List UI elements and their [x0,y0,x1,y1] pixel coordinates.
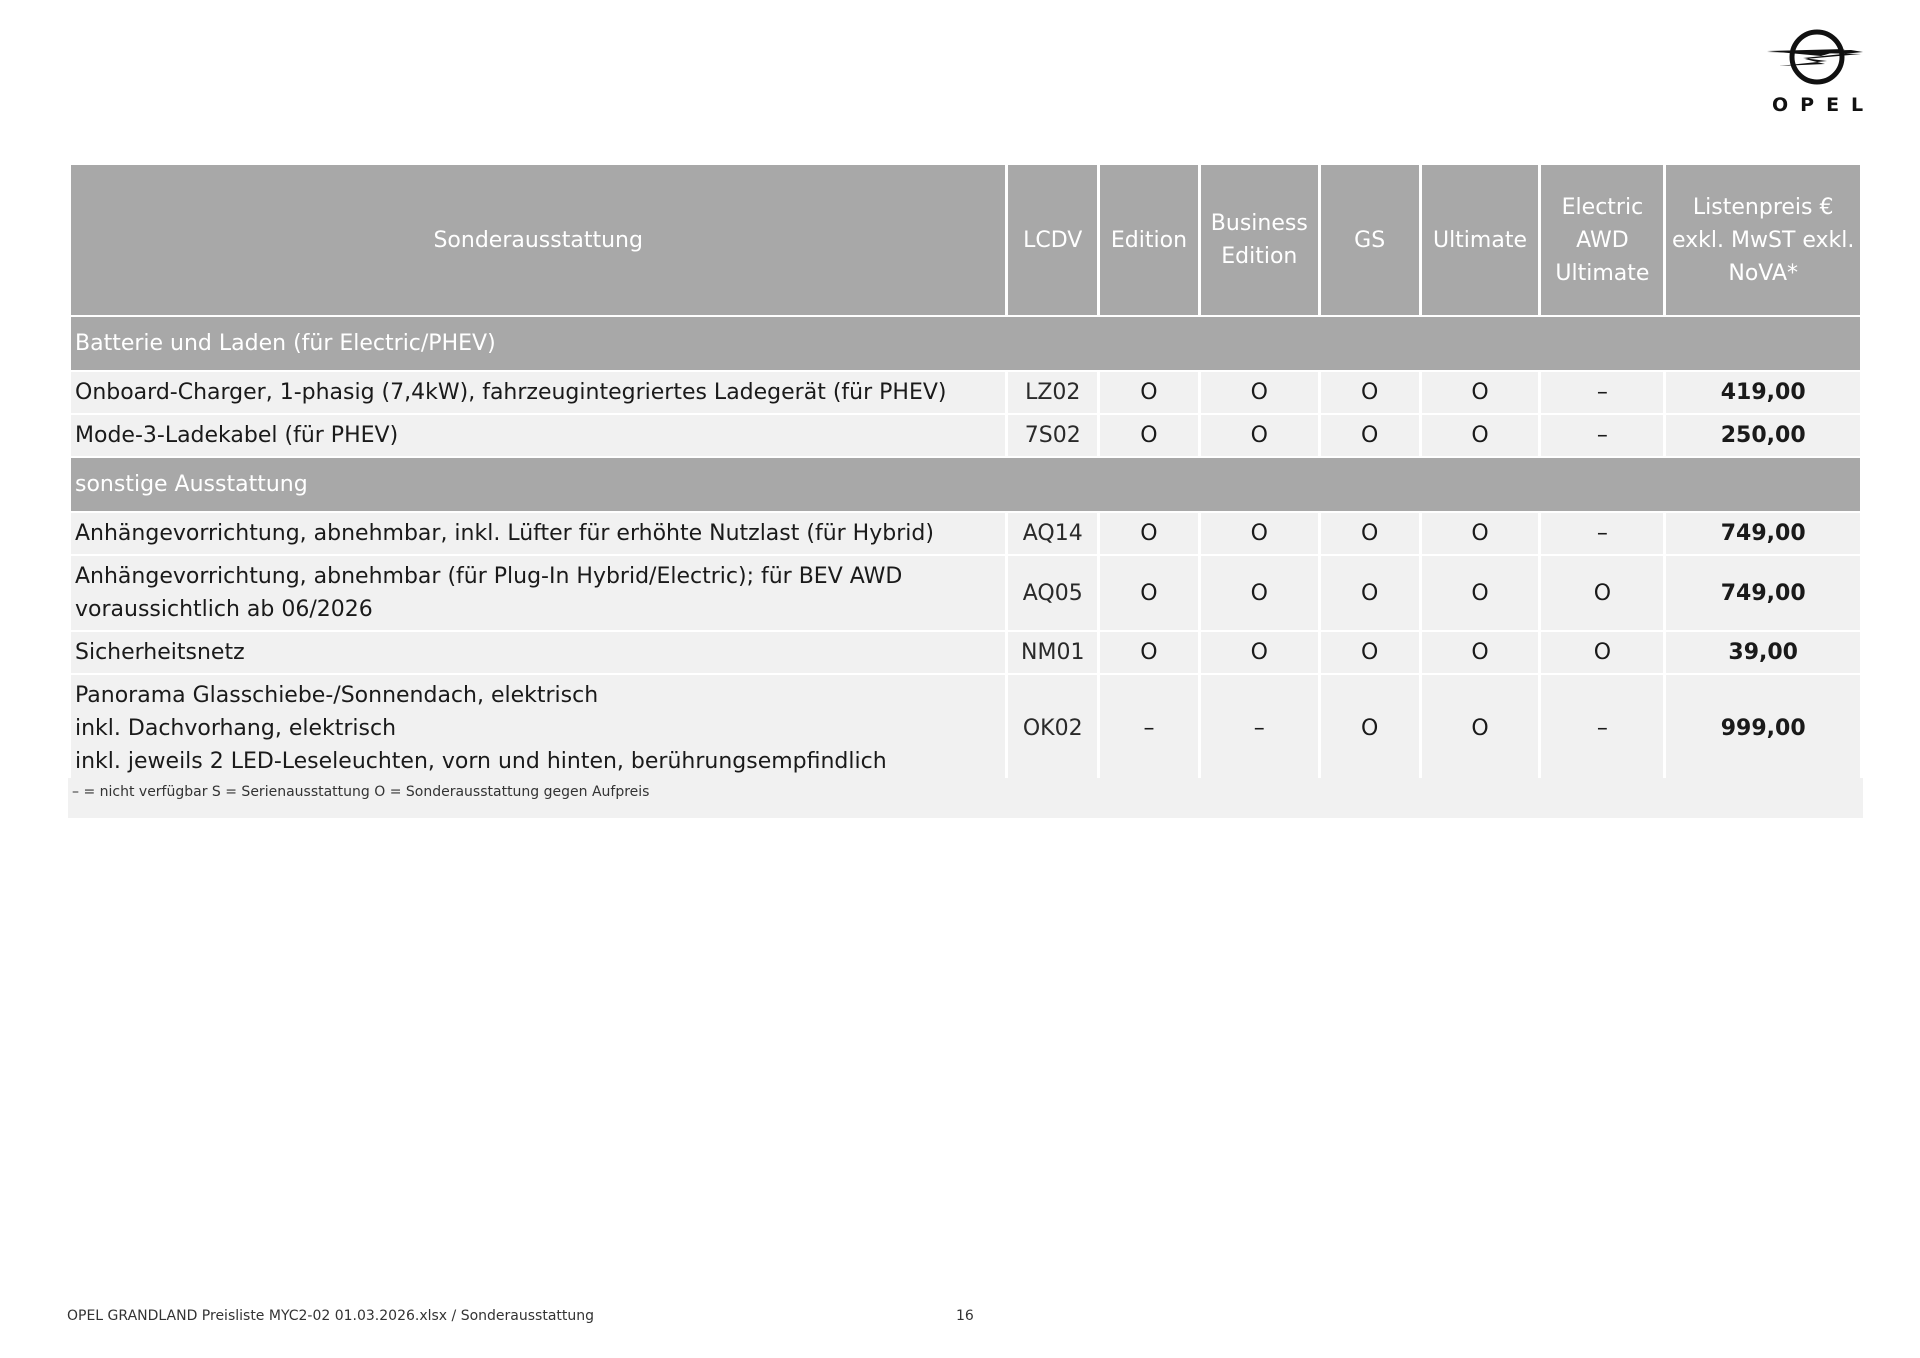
business-edition-mark: O [1201,372,1318,413]
header-electric-awd-ultimate: Electric AWD Ultimate [1541,165,1663,315]
business-edition-mark: O [1201,632,1318,673]
footer-page-number: 16 [956,1308,974,1324]
edition-mark: O [1100,415,1198,456]
table-header-row [71,165,1860,315]
price-value: 749,00 [1666,556,1860,630]
section-header-row [71,317,1860,370]
header-business-edition: Business Edition [1201,165,1318,315]
section-header-row [71,458,1860,511]
opel-blitz-icon [1765,28,1865,86]
ultimate-mark: O [1422,372,1539,413]
electric-awd-ultimate-mark: – [1541,513,1663,554]
opel-logo [1760,28,1876,126]
lcdv-code: LZ02 [1008,372,1097,413]
price-value: 39,00 [1666,632,1860,673]
lcdv-code: NM01 [1008,632,1097,673]
option-description: Panorama Glasschiebe-/Sonnendach, elektrisch inkl. Dachvorhang, elektrisch inkl. jeweils 2 LED-Leseleuchten, vorn und hinten, berührungsempfindlich [71,675,1005,782]
option-description: Anhängevorrichtung, abnehmbar (für Plug-In Hybrid/Electric); für BEV AWD voraussichtlich ab 06/2026 [71,556,1005,630]
edition-mark: – [1100,675,1198,782]
business-edition-mark: O [1201,556,1318,630]
option-description: Sicherheitsnetz [71,632,1005,673]
ultimate-mark: O [1422,415,1539,456]
option-description: Mode-3-Ladekabel (für PHEV) [71,415,1005,456]
edition-mark: O [1100,372,1198,413]
gs-mark: O [1321,675,1419,782]
table-row [71,556,1860,630]
edition-mark: O [1100,632,1198,673]
gs-mark: O [1321,632,1419,673]
lcdv-code: AQ14 [1008,513,1097,554]
ultimate-mark: O [1422,513,1539,554]
edition-mark: O [1100,556,1198,630]
legend-footnote: – = nicht verfügbar S = Serienausstattung O = Sonderausstattung gegen Aufpreis [68,778,1863,818]
lcdv-code: AQ05 [1008,556,1097,630]
business-edition-mark: – [1201,675,1318,782]
table-row [71,415,1860,456]
electric-awd-ultimate-mark: – [1541,675,1663,782]
header-gs: GS [1321,165,1419,315]
option-description: Anhängevorrichtung, abnehmbar, inkl. Lüfter für erhöhte Nutzlast (für Hybrid) [71,513,1005,554]
header-lcdv: LCDV [1008,165,1097,315]
header-price: Listenpreis € exkl. MwST exkl. NoVA* [1666,165,1860,315]
electric-awd-ultimate-mark: – [1541,415,1663,456]
edition-mark: O [1100,513,1198,554]
header-ultimate: Ultimate [1422,165,1539,315]
footer-document-name: OPEL GRANDLAND Preisliste MYC2-02 01.03.2026.xlsx / Sonderausstattung [67,1308,595,1324]
table-row [71,632,1860,673]
section-title: Batterie und Laden (für Electric/PHEV) [71,317,1860,370]
business-edition-mark: O [1201,513,1318,554]
gs-mark: O [1321,372,1419,413]
option-description: Onboard-Charger, 1-phasig (7,4kW), fahrzeugintegriertes Ladegerät (für PHEV) [71,372,1005,413]
ultimate-mark: O [1422,632,1539,673]
electric-awd-ultimate-mark: O [1541,632,1663,673]
lcdv-code: 7S02 [1008,415,1097,456]
price-value: 419,00 [1666,372,1860,413]
price-table [68,163,1863,784]
electric-awd-ultimate-mark: – [1541,372,1663,413]
header-description: Sonderausstattung [71,165,1005,315]
header-edition: Edition [1100,165,1198,315]
price-value: 749,00 [1666,513,1860,554]
gs-mark: O [1321,415,1419,456]
table-row [71,372,1860,413]
gs-mark: O [1321,556,1419,630]
gs-mark: O [1321,513,1419,554]
brand-wordmark: OPEL [1772,94,1876,116]
ultimate-mark: O [1422,675,1539,782]
electric-awd-ultimate-mark: O [1541,556,1663,630]
business-edition-mark: O [1201,415,1318,456]
price-value: 250,00 [1666,415,1860,456]
lcdv-code: OK02 [1008,675,1097,782]
table-row [71,675,1860,782]
price-value: 999,00 [1666,675,1860,782]
table-row [71,513,1860,554]
ultimate-mark: O [1422,556,1539,630]
section-title: sonstige Ausstattung [71,458,1860,511]
